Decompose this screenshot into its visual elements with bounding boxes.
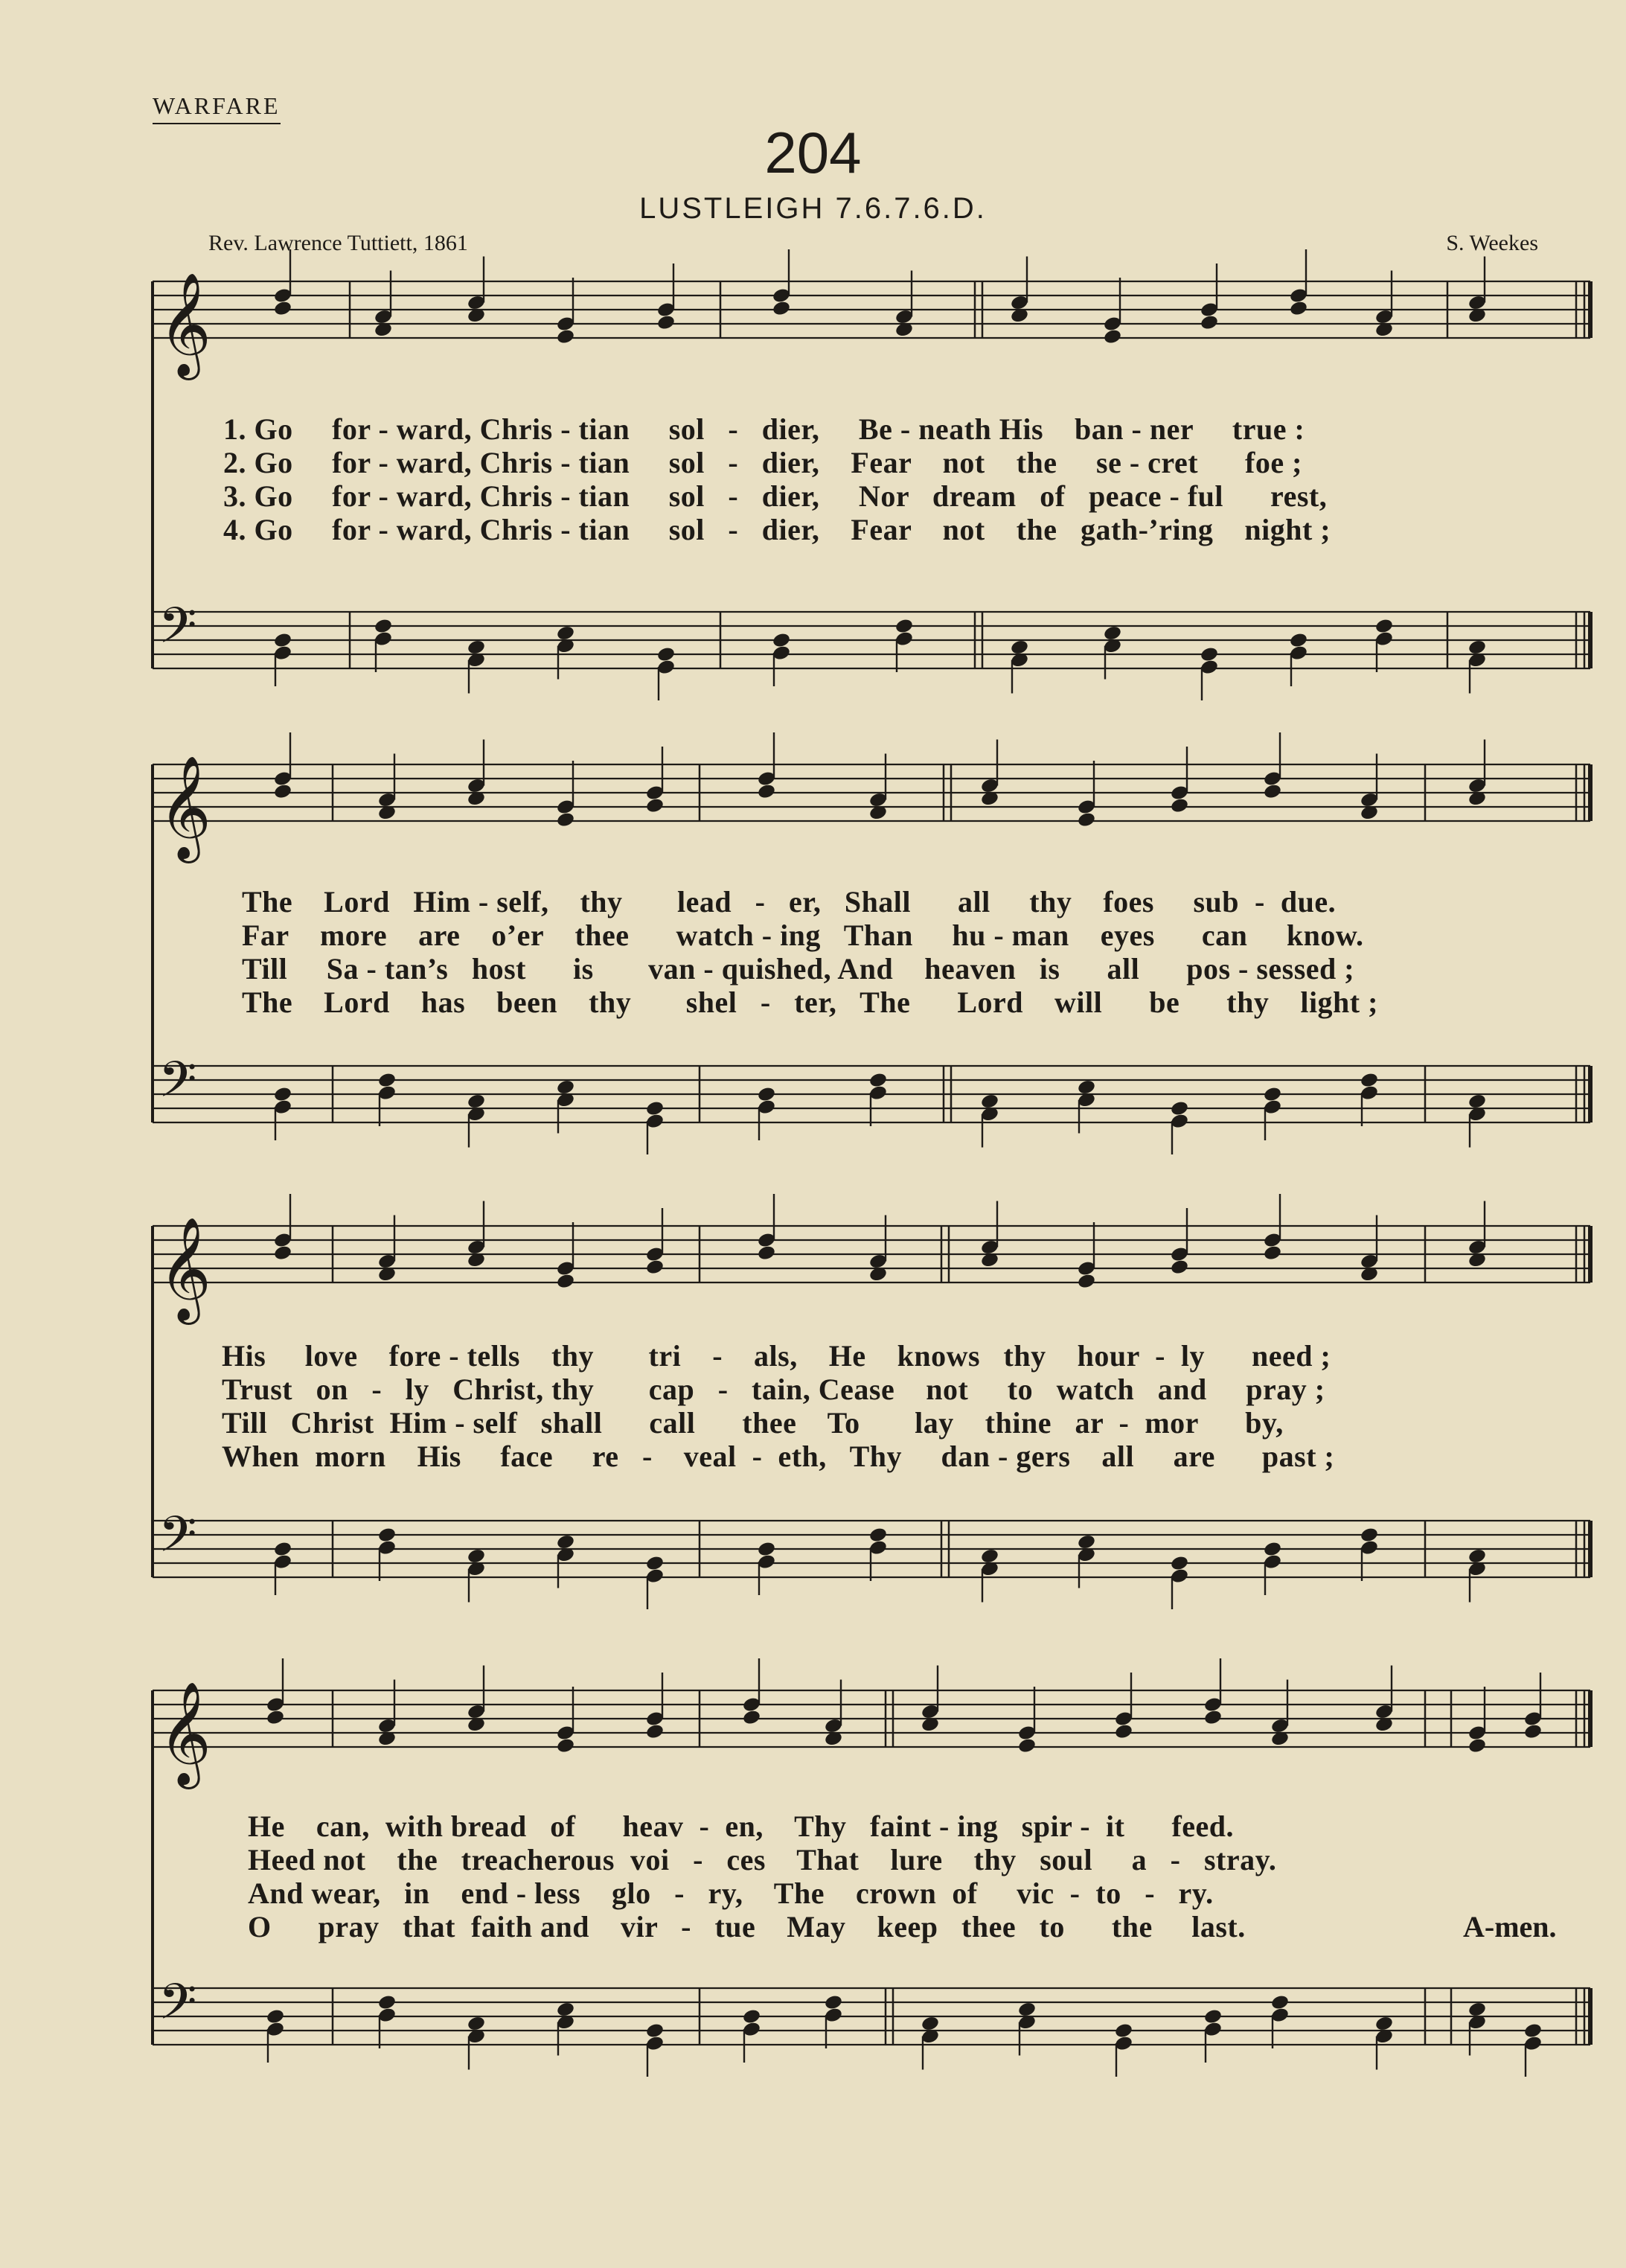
note-head <box>556 811 575 828</box>
note-head <box>1467 1737 1487 1754</box>
note-head <box>1467 2001 1487 2018</box>
tune-name: LUSTLEIGH 7.6.7.6.D. <box>639 192 987 225</box>
lyric-line: Far more are o’er thee watch - ing Than hu - man eyes can know. <box>242 919 1364 952</box>
bass-clef-icon: 𝄢 <box>159 1506 197 1575</box>
note-head <box>1103 625 1122 642</box>
note-head <box>757 1086 776 1103</box>
note-head <box>273 1245 292 1262</box>
note-head <box>1203 1709 1223 1726</box>
lyric-line: O pray that faith and vir - tue May keep thee to the last. <box>248 1910 1246 1943</box>
note-head <box>742 1709 761 1726</box>
note-head <box>645 1555 665 1572</box>
note-head <box>1017 1737 1037 1754</box>
note-head <box>868 1072 888 1089</box>
note-head <box>772 300 791 317</box>
bass-clef-icon: 𝄢 <box>159 1973 197 2042</box>
note-head <box>556 328 575 345</box>
note-head <box>1077 1533 1096 1550</box>
note-head <box>1263 1086 1282 1103</box>
note-head <box>374 618 393 635</box>
note-head <box>1263 1245 1282 1262</box>
note-head <box>1170 1555 1189 1572</box>
note-head <box>1374 618 1394 635</box>
composer-credit: S. Weekes <box>1446 231 1538 255</box>
note-head <box>556 1079 575 1096</box>
lyric-line: The Lord Him - self, thy lead - er, Shall all thy foes sub - due. <box>242 885 1337 919</box>
lyric-line: 4. Go for - ward, Chris - tian sol - dier, Fear not the gath-’ring night ; <box>223 513 1331 546</box>
note-head <box>556 2001 575 2018</box>
note-head <box>1360 1072 1379 1089</box>
author-credit: Rev. Lawrence Tuttiett, 1861 <box>208 231 468 255</box>
note-head <box>1200 314 1219 331</box>
note-head <box>1200 646 1219 663</box>
lyric-line: Heed not the treacherous voi - ces That lure thy soul a - stray. <box>248 1843 1277 1876</box>
note-head <box>1374 2015 1394 2032</box>
note-head <box>645 797 665 814</box>
note-head <box>266 1709 285 1726</box>
note-head <box>273 632 292 649</box>
note-head <box>266 2008 285 2025</box>
note-head <box>1170 1259 1189 1276</box>
lyric-line: Trust on - ly Christ, thy cap - tain, Cease not to watch and pray ; <box>222 1373 1325 1406</box>
note-head <box>467 639 486 656</box>
note-head <box>645 2022 665 2039</box>
note-head <box>824 1994 843 2011</box>
lyric-line: Till Sa - tan’s host is van - quished, And heaven is all pos - sessed ; <box>242 952 1355 986</box>
treble-clef-icon: 𝄞 <box>159 756 211 859</box>
note-head <box>1467 639 1487 656</box>
note-head <box>273 300 292 317</box>
note-head <box>1077 1079 1096 1096</box>
note-head <box>1289 632 1308 649</box>
note-head <box>1263 783 1282 800</box>
note-head <box>1523 1723 1543 1740</box>
hymn-number: 204 <box>764 120 862 185</box>
note-head <box>1170 797 1189 814</box>
note-head <box>645 1100 665 1117</box>
treble-clef-icon: 𝄞 <box>159 272 211 376</box>
note-head <box>894 618 914 635</box>
amen-label: A-men. <box>1463 1910 1557 1943</box>
lyric-line: Till Christ Him - self shall call thee To lay thine ar - mor by, <box>222 1406 1284 1440</box>
note-head <box>1170 1100 1189 1117</box>
lyric-line: His love fore - tells thy tri - als, He knows thy hour - ly need ; <box>222 1339 1331 1373</box>
note-head <box>1289 300 1308 317</box>
note-head <box>1467 1547 1487 1565</box>
note-head <box>980 1547 999 1565</box>
note-head <box>1523 2022 1543 2039</box>
note-head <box>377 1072 397 1089</box>
lyric-line: 2. Go for - ward, Chris - tian sol - dier, Fear not the se - cret foe ; <box>223 446 1302 479</box>
bass-clef-icon: 𝄢 <box>159 1051 197 1120</box>
lyric-line: 3. Go for - ward, Chris - tian sol - dier, Nor dream of peace - ful rest, <box>223 479 1328 513</box>
note-head <box>556 1737 575 1754</box>
lyric-line: And wear, in end - less glo - ry, The crown of vic - to - ry. <box>248 1876 1214 1910</box>
note-head <box>1203 2008 1223 2025</box>
note-head <box>757 1541 776 1558</box>
bass-clef-icon: 𝄢 <box>159 597 197 666</box>
note-head <box>921 2015 940 2032</box>
lyric-line: The Lord has been thy shel - ter, The Lord will be thy light ; <box>242 986 1378 1019</box>
note-head <box>645 1259 665 1276</box>
note-head <box>273 783 292 800</box>
note-head <box>645 1723 665 1740</box>
section-label: WARFARE <box>153 92 281 124</box>
note-head <box>273 1086 292 1103</box>
note-head <box>1010 639 1029 656</box>
note-head <box>377 1527 397 1544</box>
note-head <box>757 1245 776 1262</box>
note-head <box>377 1994 397 2011</box>
lyric-line: 1. Go for - ward, Chris - tian sol - dier, Be - neath His ban - ner true : <box>223 412 1305 446</box>
lyric-line: He can, with bread of heav - en, Thy faint - ing spir - it feed. <box>248 1809 1235 1843</box>
note-head <box>467 1093 486 1110</box>
note-head <box>1114 2022 1133 2039</box>
note-head <box>556 1533 575 1550</box>
note-head <box>656 646 676 663</box>
note-head <box>742 2008 761 2025</box>
note-head <box>1103 328 1122 345</box>
note-head <box>1270 1994 1290 2011</box>
note-head <box>1077 1273 1096 1290</box>
note-head <box>1077 811 1096 828</box>
lyric-line: When morn His face re - veal - eth, Thy dan - gers all are past ; <box>222 1440 1335 1473</box>
note-head <box>1263 1541 1282 1558</box>
note-head <box>772 632 791 649</box>
note-head <box>757 783 776 800</box>
treble-clef-icon: 𝄞 <box>159 1681 211 1785</box>
note-head <box>556 625 575 642</box>
note-head <box>1467 1093 1487 1110</box>
note-head <box>1114 1723 1133 1740</box>
note-head <box>556 1273 575 1290</box>
note-head <box>467 2015 486 2032</box>
note-head <box>273 1541 292 1558</box>
note-head <box>1360 1527 1379 1544</box>
note-head <box>656 314 676 331</box>
note-head <box>868 1527 888 1544</box>
note-head <box>1017 2001 1037 2018</box>
treble-clef-icon: 𝄞 <box>159 1217 211 1320</box>
note-head <box>467 1547 486 1565</box>
note-head <box>980 1093 999 1110</box>
